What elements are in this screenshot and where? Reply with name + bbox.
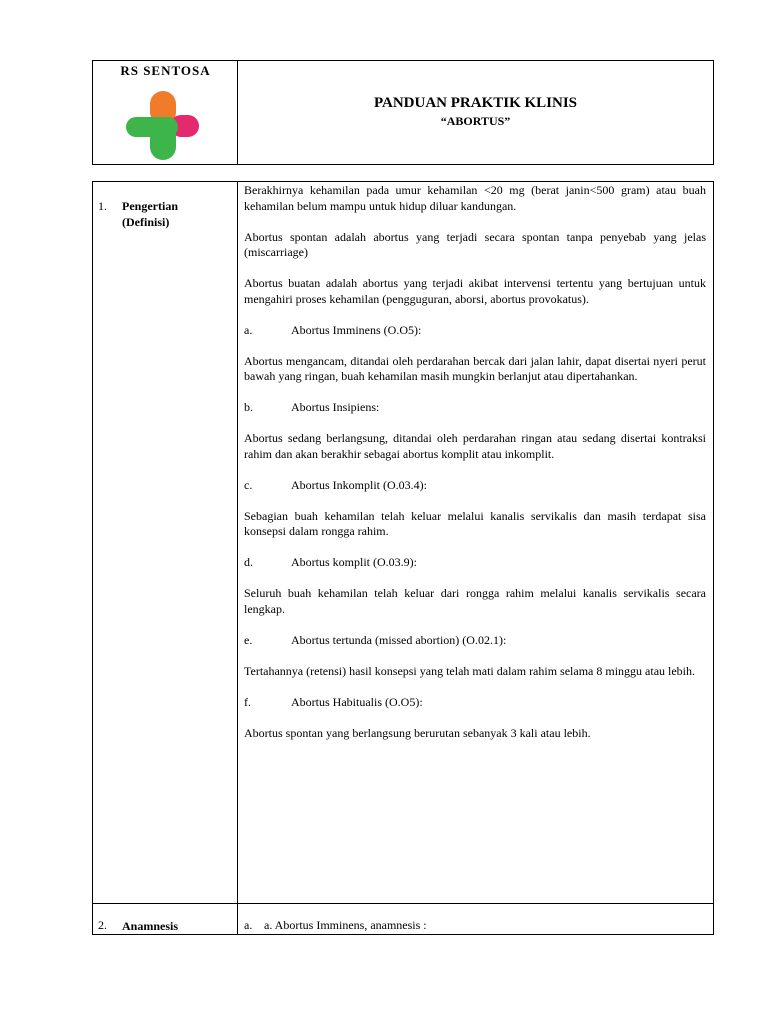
hospital-name: RS SENTOSA	[120, 63, 211, 78]
section-2-label: Anamnesis	[122, 919, 179, 933]
row-divider	[93, 903, 713, 904]
list-item-title: f. Abortus Habitualis (O.O5):	[244, 694, 423, 709]
list-item-description: Abortus spontan yang berlangsung berurutan sebanyak 3 kali atau lebih.	[244, 725, 591, 740]
hospital-logo-icon	[126, 91, 200, 161]
spontaneous-abortion-paragraph: Abortus spontan adalah abortus yang terjadi secara spontan tanpa penyebab yang jelas (miscarriage)	[244, 229, 706, 259]
guideline-table	[92, 181, 714, 935]
definition-paragraph: Berakhirnya kehamilan pada umur kehamilan <20 mg (berat janin<500 gram) atau buah kehamilan belum mampu untuk hidup diluar kandungan.	[244, 183, 706, 213]
document-title: PANDUAN PRAKTIK KLINIS	[373, 95, 578, 111]
list-item-title: d. Abortus komplit (O.03.9):	[244, 555, 417, 569]
logo-green-vertical	[150, 117, 176, 160]
column-divider	[237, 182, 238, 934]
list-item-title: a. Abortus Imminens (O.O5):	[244, 322, 422, 337]
document-header	[92, 60, 714, 165]
list-item-title: c. Abortus Inkomplit (O.03.4):	[244, 477, 427, 492]
section-1-label	[122, 198, 178, 230]
section-2-content	[244, 918, 427, 933]
hospital-cell	[93, 61, 238, 164]
section-2-letter: a.	[244, 918, 253, 932]
list-item-description: Seluruh buah kehamilan telah keluar dari rongga rahim melalui kanalis servikalis secara lengkap.	[244, 586, 706, 616]
section-1-number: 1.	[98, 199, 107, 213]
list-item-title: e. Abortus tertunda (missed abortion) (O.02.1):	[244, 632, 507, 647]
section-1-content	[244, 183, 706, 757]
section-2-first-line: a. Abortus Imminens, anamnesis :	[264, 918, 427, 932]
list-item-title: b. Abortus Insipiens:	[244, 400, 380, 414]
list-item-description: Abortus mengancam, ditandai oleh perdarahan bercak dari jalan lahir, dapat disertai nyeri perut bawah yang ringan, buah kehamilan masih mungkin berlanjut atau dipertahankan.	[244, 353, 706, 383]
section-1-label-line1: Pengertian	[122, 199, 178, 213]
list-item-description: Sebagian buah kehamilan telah keluar melalui kanalis servikalis dan masih terdapat sisa konsepsi dalam rongga rahim.	[244, 508, 706, 538]
section-1-label-line2: (Definisi)	[122, 215, 170, 229]
document-subtitle: “ABORTUS”	[440, 114, 511, 128]
title-cell	[238, 61, 713, 164]
section-2-number: 2.	[98, 918, 107, 932]
list-item-description: Abortus sedang berlangsung, ditandai oleh perdarahan ringan atau sedang disertai kontraksi rahim dan akan berakhir sebagai abortus komplit atau inkomplit.	[244, 431, 706, 461]
list-item-description: Tertahannya (retensi) hasil konsepsi yang telah mati dalam rahim selama 8 minggu atau lebih.	[244, 663, 696, 678]
induced-abortion-paragraph: Abortus buatan adalah abortus yang terjadi akibat intervensi tertentu yang bertujuan untuk mengahiri proses kehamilan (pengguguran, aborsi, abortus provokatus).	[244, 276, 706, 306]
